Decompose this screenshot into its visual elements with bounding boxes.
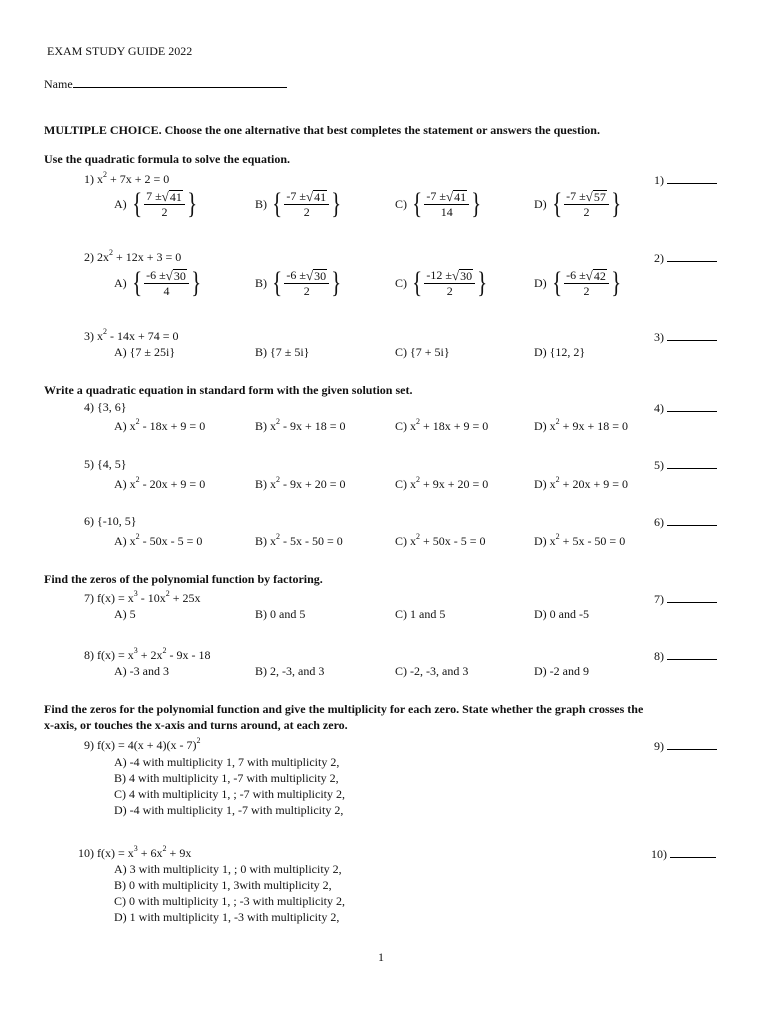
answer-blank-7[interactable]: 7) [654,591,717,607]
choice-9a[interactable]: A) -4 with multiplicity 1, 7 with multiplicity 2, [114,755,340,769]
answer-blank-9[interactable]: 9) [654,738,717,754]
question-6: 6) {-10, 5} [84,514,137,528]
choice-10b[interactable]: B) 0 with multiplicity 1, 3with multiplicity 2, [114,878,332,892]
choice-1a[interactable]: A) { 7 ± √ 41 2 } [114,187,198,220]
choice-5a[interactable]: A) $x^2 - 20x + 9 = 0$ [114,475,206,491]
choice-10d[interactable]: D) 1 with multiplicity 1, -3 with multiplicity 2, [114,910,340,924]
choice-2b[interactable]: B) { -6 ± √ 30 2 } [255,266,342,299]
section-heading-standard-form: Write a quadratic equation in standard form with the given solution set. [44,383,413,397]
choice-1d[interactable]: D) { -7 ± √ 57 2 } [534,187,622,220]
choice-5c[interactable]: C) $x^2 + 9x + 20 = 0$ [395,475,489,491]
choice-7d[interactable]: D) 0 and -5 [534,607,589,621]
choice-9b[interactable]: B) 4 with multiplicity 1, -7 with multiplicity 2, [114,771,339,785]
choice-1c[interactable]: C) { -7 ± √ 41 14 } [395,187,482,220]
name-label: Name [44,77,73,91]
question-2: 2) $2x^2 + 12x + 3 = 0$ [84,248,182,264]
question-10: 10) $f(x) = x^3 + 6x^2 + 9x$ [78,844,192,860]
answer-blank-2[interactable]: 2) [654,250,717,266]
choice-3a[interactable]: A) {7 ± 25i} [114,345,176,359]
instructions: MULTIPLE CHOICE. Choose the one alternative that best completes the statement or answers the question. [44,123,600,137]
choice-7b[interactable]: B) 0 and 5 [255,607,306,621]
choice-2a[interactable]: A) { -6 ± √ 30 4 } [114,266,202,299]
choice-5d[interactable]: D) $x^2 + 20x + 9 = 0$ [534,475,628,491]
choice-5b[interactable]: B) $x^2 - 9x + 20 = 0$ [255,475,346,491]
name-line [44,76,287,92]
question-4: 4) {3, 6} [84,400,127,414]
choice-8a[interactable]: A) -3 and 3 [114,664,169,678]
choice-2c[interactable]: C) { -12 ± √ 30 2 } [395,266,488,299]
question-8: 8) $f(x) = x^3 + 2x^2 - 9x - 18$ [84,646,211,662]
page-title: EXAM STUDY GUIDE 2022 [47,44,193,58]
question-9: 9) f(x) = 4(x + 4)(x - 7)$^2$ [84,736,201,752]
question-3: 3) $x^2 - 14x + 74 = 0$ [84,327,179,343]
choice-2d[interactable]: D) { -6 ± √ 42 2 } [534,266,622,299]
answer-blank-8[interactable]: 8) [654,648,717,664]
choice-6a[interactable]: A) $x^2 - 50x - 5 = 0$ [114,532,203,548]
section-heading-zeros-factoring: Find the zeros of the polynomial function by factoring. [44,572,323,586]
choice-8d[interactable]: D) -2 and 9 [534,664,589,678]
name-input[interactable] [73,76,287,88]
choice-9c[interactable]: C) 4 with multiplicity 1, ; -7 with multiplicity 2, [114,787,345,801]
choice-10a[interactable]: A) 3 with multiplicity 1, ; 0 with multiplicity 2, [114,862,342,876]
choice-8b[interactable]: B) 2, -3, and 3 [255,664,325,678]
answer-blank-10[interactable]: 10) [651,846,716,862]
choice-4d[interactable]: D) $x^2 + 9x + 18 = 0$ [534,417,628,433]
section-heading-multiplicity: Find the zeros for the polynomial function and give the multiplicity for each zero. State whether the graph crosses the [44,702,644,716]
answer-blank-4[interactable]: 4) [654,400,717,416]
question-1: 1) $x^2 + 7x + 2 = 0$ [84,170,170,186]
choice-8c[interactable]: C) -2, -3, and 3 [395,664,469,678]
choice-10c[interactable]: C) 0 with multiplicity 1, ; -3 with multiplicity 2, [114,894,345,908]
answer-blank-5[interactable]: 5) [654,457,717,473]
choice-6b[interactable]: B) $x^2 - 5x - 50 = 0$ [255,532,343,548]
question-7: 7) $f(x) = x^3 - 10x^2 + 25x$ [84,589,201,605]
section-heading-quadratic-formula: Use the quadratic formula to solve the equation. [44,152,290,166]
answer-blank-6[interactable]: 6) [654,514,717,530]
choice-3c[interactable]: C) {7 + 5i} [395,345,450,359]
page-number: 1 [378,950,384,964]
answer-blank-3[interactable]: 3) [654,329,717,345]
choice-3b[interactable]: B) {7 ± 5i} [255,345,310,359]
section-heading-multiplicity-cont: x-axis, or touches the x-axis and turns around, at each zero. [44,718,348,732]
choice-3d[interactable]: D) {12, 2} [534,345,586,359]
question-5: 5) {4, 5} [84,457,127,471]
answer-blank-1[interactable]: 1) [654,172,717,188]
choice-9d[interactable]: D) -4 with multiplicity 1, -7 with multiplicity 2, [114,803,344,817]
choice-6c[interactable]: C) $x^2 + 50x - 5 = 0$ [395,532,486,548]
choice-6d[interactable]: D) $x^2 + 5x - 50 = 0$ [534,532,626,548]
choice-1b[interactable]: B) { -7 ± √ 41 2 } [255,187,342,220]
choice-4b[interactable]: B) $x^2 - 9x + 18 = 0$ [255,417,346,433]
choice-7a[interactable]: A) 5 [114,607,136,621]
choice-7c[interactable]: C) 1 and 5 [395,607,446,621]
choice-4a[interactable]: A) $x^2 - 18x + 9 = 0$ [114,417,206,433]
choice-4c[interactable]: C) $x^2 + 18x + 9 = 0$ [395,417,489,433]
